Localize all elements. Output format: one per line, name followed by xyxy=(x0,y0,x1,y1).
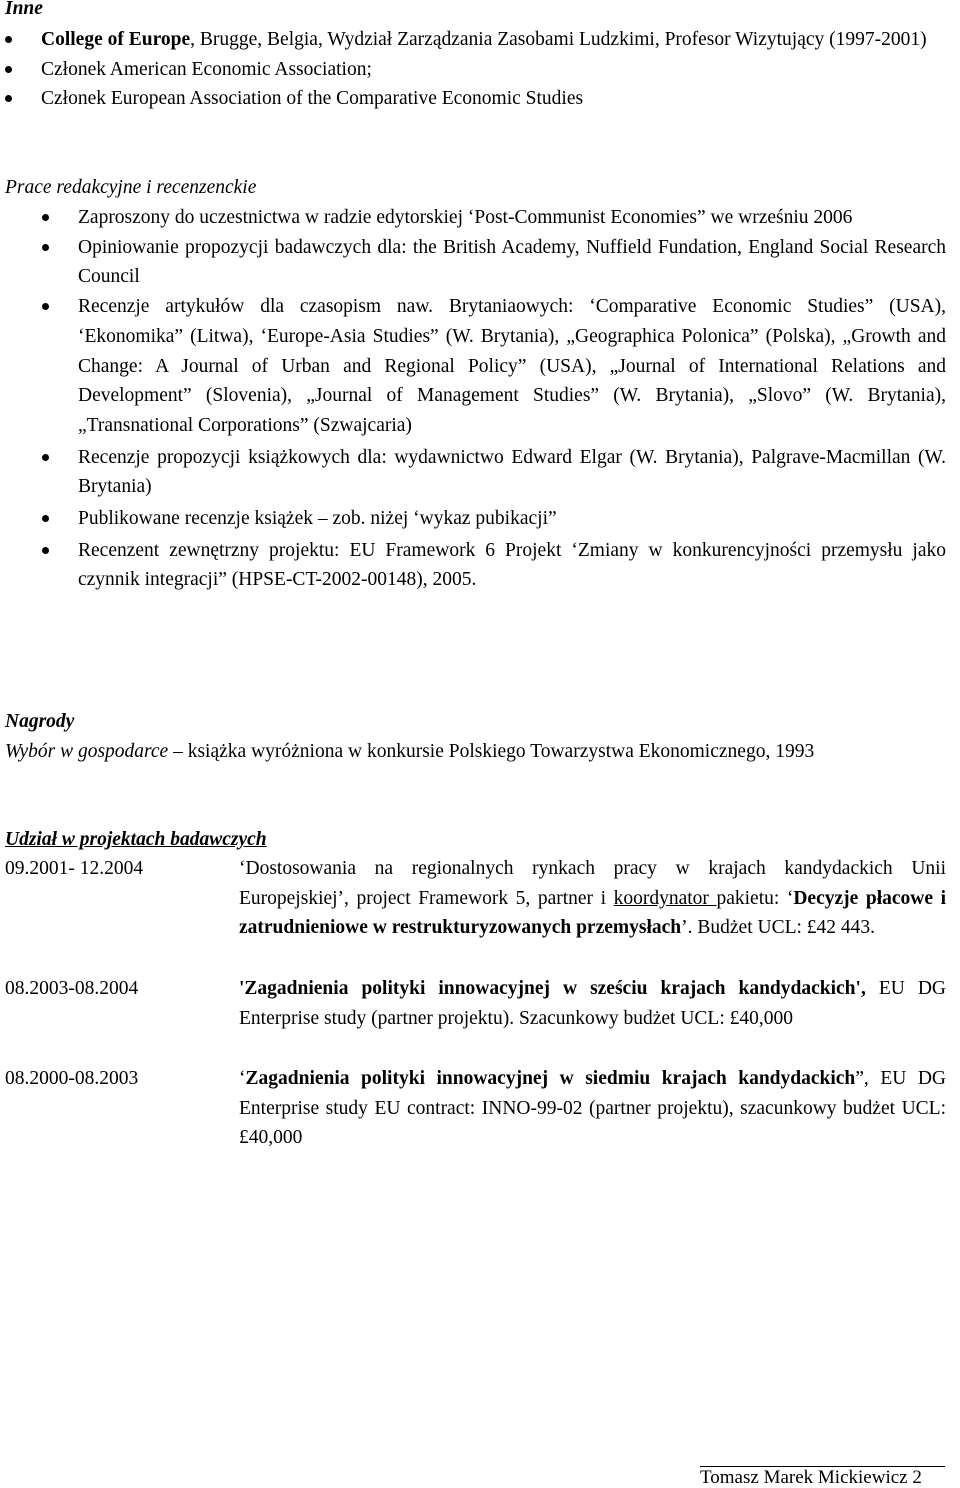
project-description xyxy=(239,854,946,943)
project-description xyxy=(239,1064,946,1153)
college-name: College of Europe xyxy=(41,29,191,50)
project-date: 08.2003-08.2004 xyxy=(5,978,139,999)
college-details: , Brugge, Belgia, Wydział Zarządzania Zasobami Ludzkimi, Profesor Wizytujący (1997-2001) xyxy=(190,29,927,50)
prace-item-journals: Recenzje artykułów dla czasopism naw. Brytaniaowych: ‘Comparative Economic Studies” (USA), ‘Ekonomika” (Litwa), ‘Europe-Asia Studies” (W. Brytania), „Geographica Polonica” (Polska), „Growth and Change: A Journal of Urban and Regional Policy” (USA), „Journal of International Relations and Development” (Slovenia), „Journal of Management Studies” (W. Brytania), „Slovo” (W. Brytania), „Transnational Corporations” (Szwajcaria) xyxy=(78,292,946,441)
section-heading-inne: Inne xyxy=(5,0,43,19)
award-book-title: Wybór w gospodarce xyxy=(5,741,169,762)
project-text: ‘Dostosowania na regionalnych rynkach pracy w krajach kandydackich Unii Europejskiej’, project Framework 5, partner i xyxy=(239,858,946,909)
prace-item-editorial: Zaproszony do uczestnictwa w radzie edytorskiej ‘Post-Communist Economies” we wrześniu 2006 xyxy=(78,203,946,233)
project-text: pakietu: ‘ xyxy=(716,887,794,909)
section-heading-projekty: Udział w projektach badawczych xyxy=(5,829,267,850)
inne-list xyxy=(41,25,946,114)
page-footer: Tomasz Marek Mickiewicz 2 xyxy=(700,1466,945,1488)
prace-item-grants: Opiniowanie propozycji badawczych dla: the British Academy, Nuffield Fundation, England Social Research Council xyxy=(78,233,946,292)
prace-item-books: Recenzje propozycji książkowych dla: wydawnictwo Edward Elgar (W. Brytania), Palgrave-Macmillan (W. Brytania) xyxy=(78,443,946,502)
project-title: Zagadnienia polityki innowacyjnej w siedmiu krajach kandydackich xyxy=(245,1068,856,1089)
project-text: ‘ xyxy=(239,1068,246,1089)
project-row xyxy=(5,1064,946,1153)
prace-item-reviews: Publikowane recenzje książek – zob. niżej ‘wykaz pubikacji” xyxy=(78,504,946,534)
project-row xyxy=(5,854,946,943)
inne-item-college xyxy=(41,25,946,55)
project-description xyxy=(239,974,946,1033)
project-row xyxy=(5,974,946,1033)
project-text: ’. Budżet UCL: £42 443. xyxy=(681,917,876,939)
nagrody-entry xyxy=(5,737,946,767)
inne-item-eaces: Członek European Association of the Comparative Economic Studies xyxy=(41,84,946,114)
project-text: ”, EU DG Enterprise study EU contract: INNO-99-02 (partner projektu), szacunkowy budżet UCL: £40,000 xyxy=(239,1068,946,1149)
project-text: EU DG Enterprise study (partner projektu). Szacunkowy budżet UCL: £40,000 xyxy=(239,978,946,1029)
section-heading-prace: Prace redakcyjne i recenzenckie xyxy=(5,177,257,198)
project-title: 'Zagadnienia polityki innowacyjnej w sześciu krajach kandydackich', xyxy=(239,978,866,999)
section-heading-nagrody: Nagrody xyxy=(5,711,75,732)
prace-list xyxy=(78,203,946,595)
inne-item-aea: Członek American Economic Association; xyxy=(41,55,946,85)
project-date: 08.2000-08.2003 xyxy=(5,1068,139,1089)
project-role-coordinator: koordynator xyxy=(613,887,717,909)
award-details: – książka wyróżniona w konkursie Polskiego Towarzystwa Ekonomicznego, 1993 xyxy=(168,741,815,762)
prace-item-external: Recenzent zewnętrzny projektu: EU Framework 6 Projekt ‘Zmiany w konkurencyjności przemysłu jako czynnik integracji” (HPSE-CT-2002-00148), 2005. xyxy=(78,536,946,595)
project-title: Decyzje płacowe i zatrudnieniowe w restrukturyzowanych przemysłach xyxy=(239,887,946,939)
project-date: 09.2001- 12.2004 xyxy=(5,858,144,879)
